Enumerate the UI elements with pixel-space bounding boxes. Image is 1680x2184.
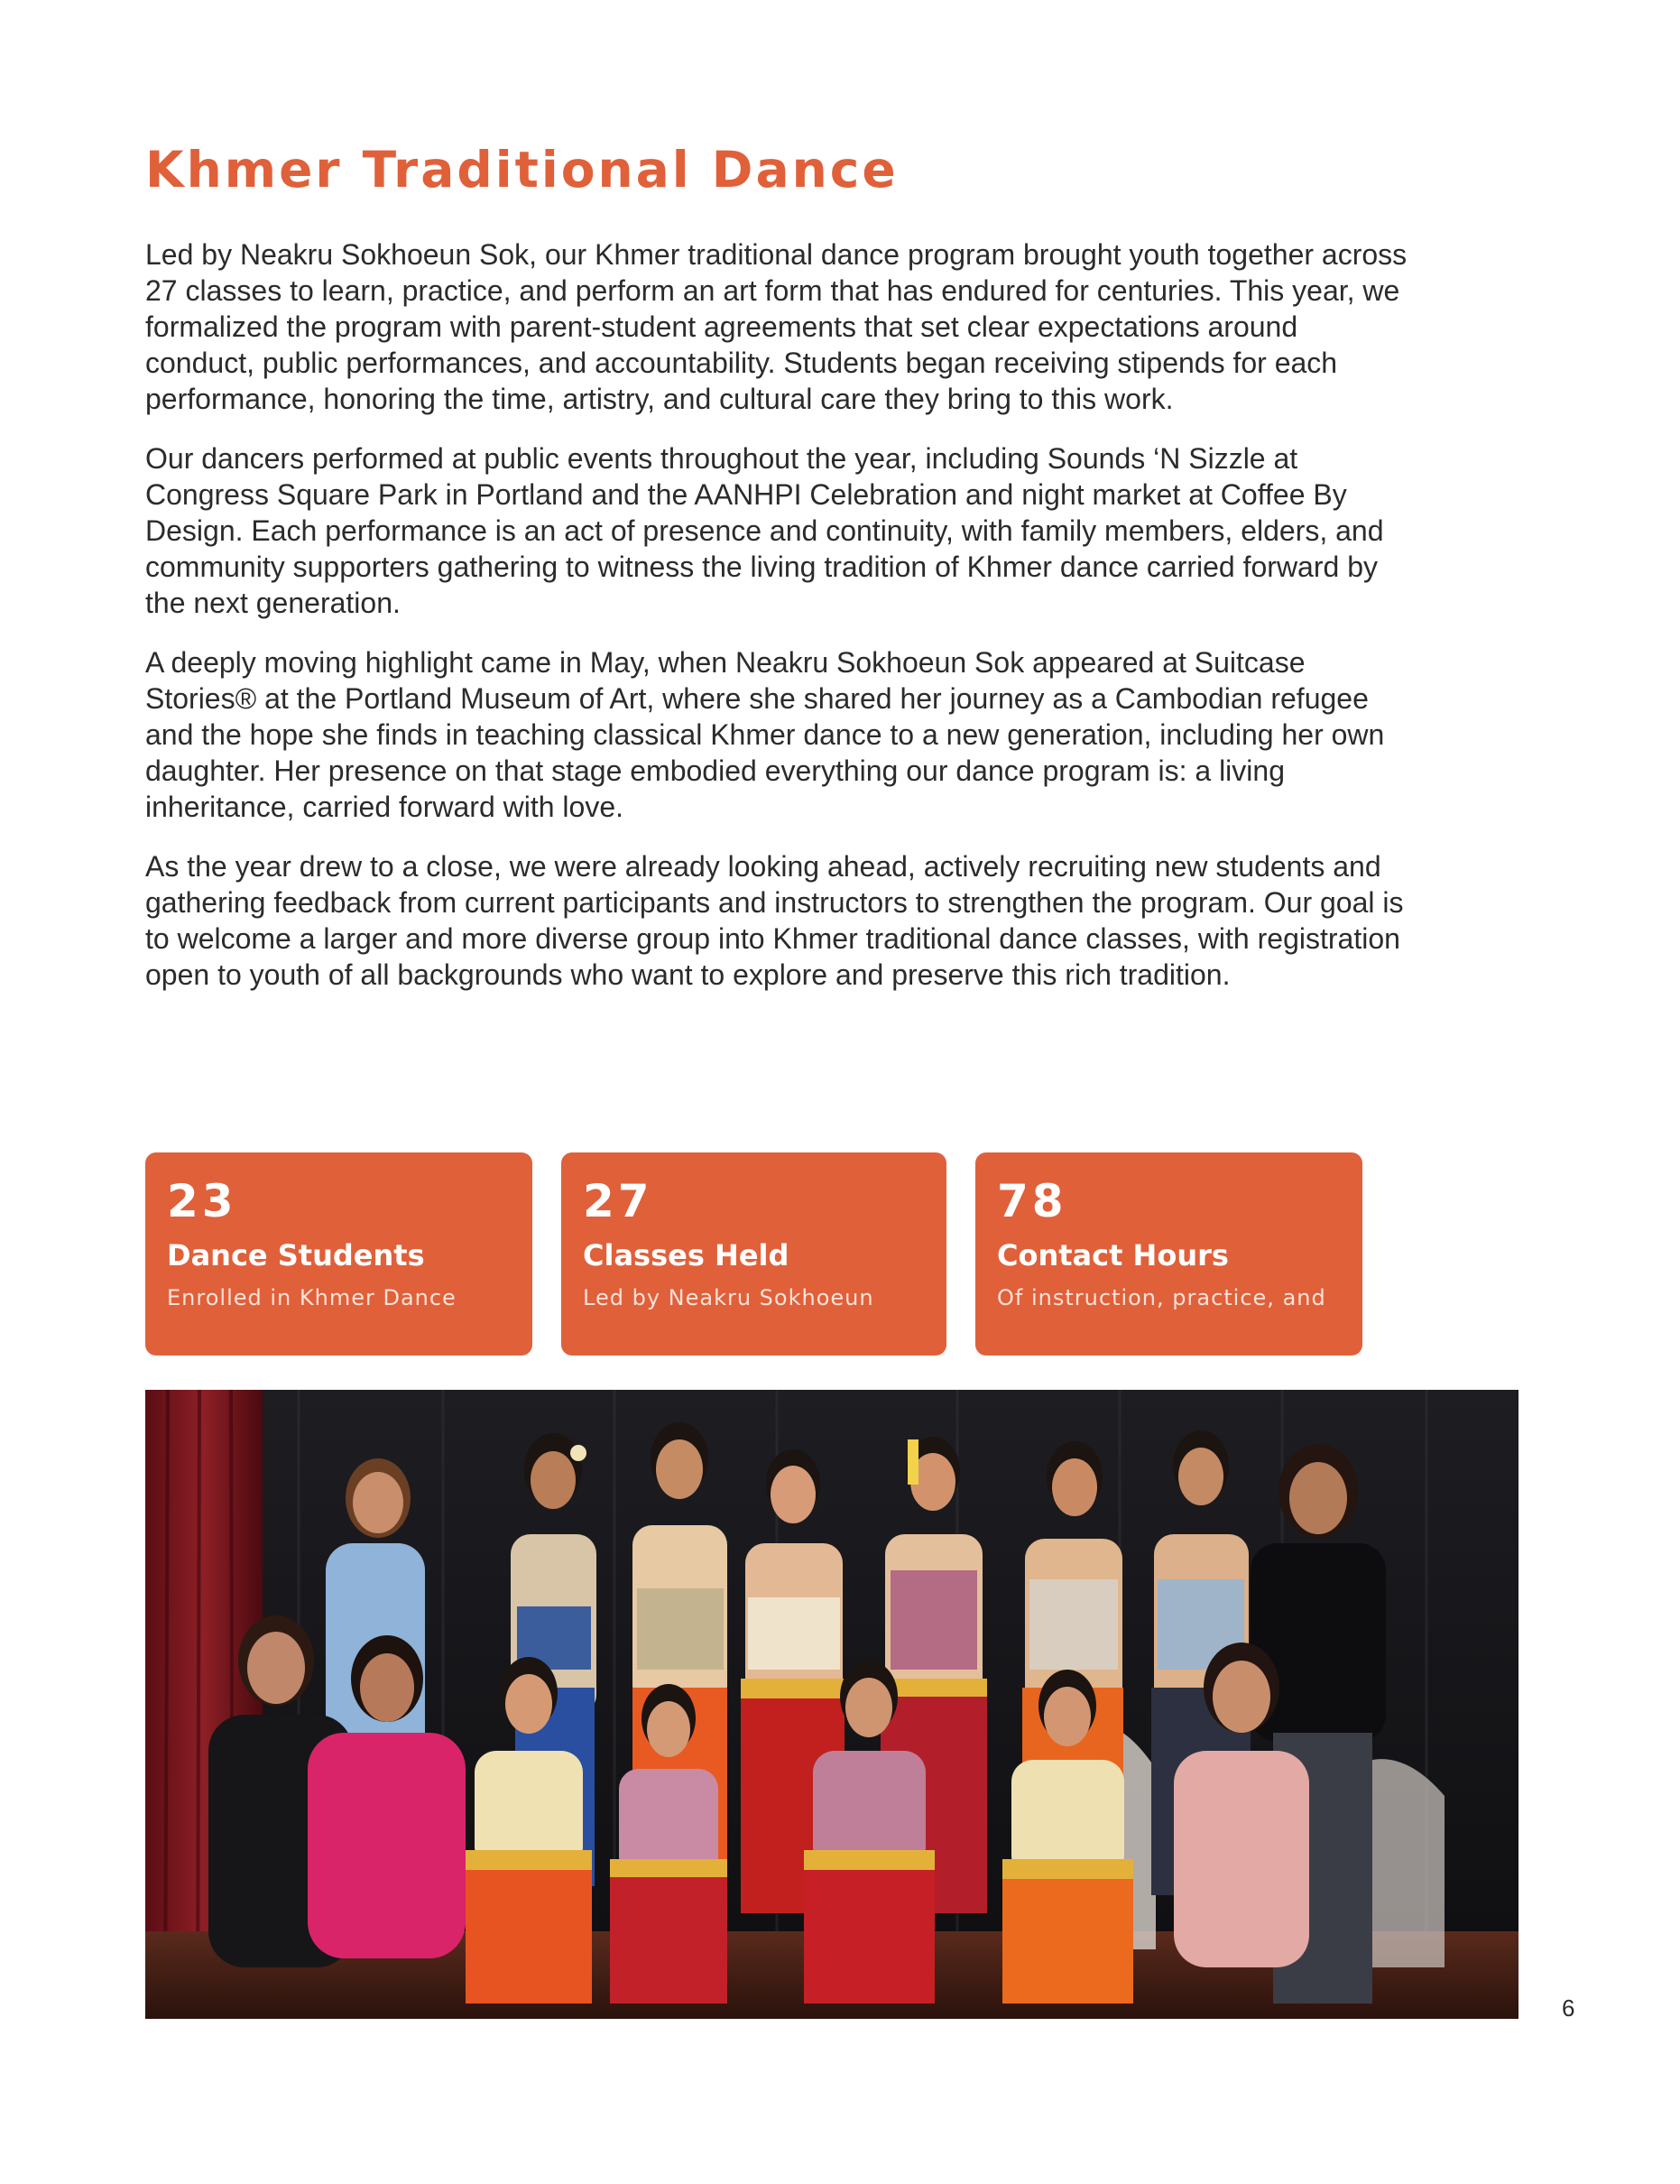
paragraph: As the year drew to a close, we were already looking ahead, actively recruiting new students and gathering feedback from current participants and instructors to strengthen the program. Our goal is to welcome a larger and more diverse group into Khmer traditional dance classes, with registration open to youth of all backgrounds who want to explore and preserve this rich tradition. — [145, 850, 1404, 991]
stat-card-classes-held — [561, 1152, 946, 1356]
stat-subtext: Led by Neakru Sokhoeun — [583, 1285, 874, 1310]
stat-subtext: Of instruction, practice, and — [997, 1285, 1326, 1310]
group-photo — [145, 1390, 1518, 2019]
stat-label: Dance Students — [167, 1238, 425, 1272]
group-photo-illustration — [145, 1390, 1518, 2019]
stat-value: 23 — [167, 1175, 237, 1227]
paragraph: Led by Neakru Sokhoeun Sok, our Khmer traditional dance program brought youth together across 27 classes to learn, practice, and perform an art form that has endured for centuries. This year, we formalized the program with parent-student agreements that set clear expectations around conduct, public performances, and accountability. Students began receiving stipends for each performance, honoring the time, artistry, and cultural care they bring to this work. — [145, 238, 1408, 415]
page-number: 6 — [1562, 1994, 1575, 2022]
stat-card-contact-hours — [975, 1152, 1362, 1356]
stat-card-dance-students — [145, 1152, 532, 1356]
stat-subtext: Enrolled in Khmer Dance — [167, 1285, 457, 1310]
stat-value: 27 — [583, 1175, 653, 1227]
body-text — [145, 236, 1408, 1016]
paragraph: A deeply moving highlight came in May, when Neakru Sokhoeun Sok appeared at Suitcase Stories® at the Portland Museum of Art, where she shared her journey as a Cambodian refugee and the hope she finds in teaching classical Khmer dance to a new generation, including her own daughter. Her presence on that stage embodied everything our dance program is: a living inheritance, carried forward with love. — [145, 646, 1385, 823]
paragraph: Our dancers performed at public events throughout the year, including Sounds ‘N Sizzle at Congress Square Park in Portland and the AANHPI Celebration and night market at Coffee By Design. Each performance is an act of presence and continuity, with family members, elders, and community supporters gathering to witness the living tradition of Khmer dance carried forward by the next generation. — [145, 442, 1384, 619]
stat-value: 78 — [997, 1175, 1067, 1227]
page-title: Khmer Traditional Dance — [145, 141, 899, 199]
stat-label: Contact Hours — [997, 1238, 1229, 1272]
stat-label: Classes Held — [583, 1238, 789, 1272]
stats-row — [145, 1152, 1363, 1356]
